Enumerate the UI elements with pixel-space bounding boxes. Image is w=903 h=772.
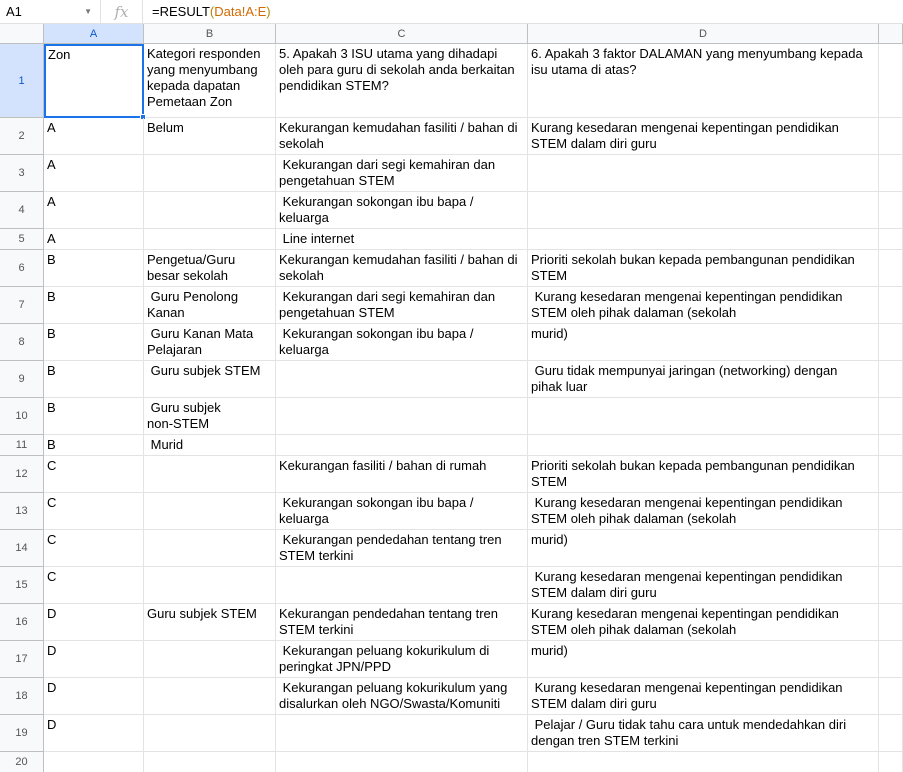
cell-d16[interactable]: Kurang kesedaran mengenai kepentingan pendidikan STEM oleh pihak dalaman (sekolah [528, 604, 879, 641]
cell-a3[interactable]: A [44, 155, 144, 192]
cell-d8[interactable]: murid) [528, 324, 879, 361]
cell-d7[interactable]: Kurang kesedaran mengenai kepentingan pendidikan STEM oleh pihak dalaman (sekolah [528, 287, 879, 324]
cell-filler[interactable] [879, 118, 903, 155]
cell-d3[interactable] [528, 155, 879, 192]
cell-c4[interactable]: Kekurangan sokongan ibu bapa / keluarga [276, 192, 528, 229]
cell-filler[interactable] [879, 456, 903, 493]
cell-filler[interactable] [879, 530, 903, 567]
cell-b15[interactable] [144, 567, 276, 604]
row-header[interactable]: 5 [0, 229, 44, 250]
cell-a19[interactable]: D [44, 715, 144, 752]
cell-d20[interactable] [528, 752, 879, 772]
cell-b19[interactable] [144, 715, 276, 752]
cell-c3[interactable]: Kekurangan dari segi kemahiran dan pengetahuan STEM [276, 155, 528, 192]
cell-c12[interactable]: Kekurangan fasiliti / bahan di rumah [276, 456, 528, 493]
cell-a10[interactable]: B [44, 398, 144, 435]
cell-a2[interactable]: A [44, 118, 144, 155]
cell-b16[interactable]: Guru subjek STEM [144, 604, 276, 641]
cell-b12[interactable] [144, 456, 276, 493]
column-header-b[interactable]: B [144, 24, 276, 44]
cell-d18[interactable]: Kurang kesedaran mengenai kepentingan pendidikan STEM dalam diri guru [528, 678, 879, 715]
cell-c16[interactable]: Kekurangan pendedahan tentang tren STEM terkini [276, 604, 528, 641]
cell-d11[interactable] [528, 435, 879, 456]
row-header[interactable]: 13 [0, 493, 44, 530]
cell-c5[interactable]: Line internet [276, 229, 528, 250]
cell-d6[interactable]: Prioriti sekolah bukan kepada pembangunan pendidikan STEM [528, 250, 879, 287]
cell-filler[interactable] [879, 752, 903, 772]
cell-d14[interactable]: murid) [528, 530, 879, 567]
chevron-down-icon[interactable]: ▼ [84, 7, 92, 16]
cell-c1[interactable]: 5. Apakah 3 ISU utama yang dihadapi oleh para guru di sekolah anda berkaitan pendidikan STEM? [276, 44, 528, 118]
row-header[interactable]: 3 [0, 155, 44, 192]
cell-d17[interactable]: murid) [528, 641, 879, 678]
fx-icon: fx [101, 0, 143, 24]
cell-c6[interactable]: Kekurangan kemudahan fasiliti / bahan di sekolah [276, 250, 528, 287]
cell-filler[interactable] [879, 155, 903, 192]
row-header[interactable]: 18 [0, 678, 44, 715]
cell-c2[interactable]: Kekurangan kemudahan fasiliti / bahan di sekolah [276, 118, 528, 155]
cell-a20[interactable] [44, 752, 144, 772]
formula-input[interactable] [143, 4, 271, 19]
row-header[interactable]: 12 [0, 456, 44, 493]
cell-d1[interactable]: 6. Apakah 3 faktor DALAMAN yang menyumbang kepada isu utama di atas? [528, 44, 879, 118]
cell-a16[interactable]: D [44, 604, 144, 641]
cell-b10[interactable]: Guru subjek non-STEM [144, 398, 276, 435]
cell-filler[interactable] [879, 641, 903, 678]
cell-a9[interactable]: B [44, 361, 144, 398]
cell-c15[interactable] [276, 567, 528, 604]
row-header[interactable]: 7 [0, 287, 44, 324]
name-box-value: A1 [6, 4, 22, 19]
cell-a14[interactable]: C [44, 530, 144, 567]
cell-b6[interactable]: Pengetua/Guru besar sekolah [144, 250, 276, 287]
cell-filler[interactable] [879, 604, 903, 641]
cell-a5[interactable]: A [44, 229, 144, 250]
cell-a11[interactable]: B [44, 435, 144, 456]
cell-d13[interactable]: Kurang kesedaran mengenai kepentingan pendidikan STEM oleh pihak dalaman (sekolah [528, 493, 879, 530]
cell-c8[interactable]: Kekurangan sokongan ibu bapa / keluarga [276, 324, 528, 361]
cell-d15[interactable]: Kurang kesedaran mengenai kepentingan pendidikan STEM dalam diri guru [528, 567, 879, 604]
cell-filler[interactable] [879, 435, 903, 456]
row-header[interactable]: 9 [0, 361, 44, 398]
cell-filler[interactable] [879, 567, 903, 604]
formula-bar [0, 0, 903, 24]
cell-filler[interactable] [879, 324, 903, 361]
cell-a8[interactable]: B [44, 324, 144, 361]
cell-a13[interactable]: C [44, 493, 144, 530]
cell-c19[interactable] [276, 715, 528, 752]
name-box[interactable] [0, 0, 101, 24]
cell-filler[interactable] [879, 229, 903, 250]
cell-d4[interactable] [528, 192, 879, 229]
cell-d5[interactable] [528, 229, 879, 250]
formula-close-paren: ) [266, 4, 271, 19]
cell-a15[interactable]: C [44, 567, 144, 604]
cell-d12[interactable]: Prioriti sekolah bukan kepada pembangunan pendidikan STEM [528, 456, 879, 493]
cell-b13[interactable] [144, 493, 276, 530]
row-header[interactable]: 16 [0, 604, 44, 641]
column-header-d[interactable]: D [528, 24, 879, 44]
cell-b11[interactable]: Murid [144, 435, 276, 456]
cell-a12[interactable]: C [44, 456, 144, 493]
cell-d9[interactable]: Guru tidak mempunyai jaringan (networking) dengan pihak luar [528, 361, 879, 398]
cell-b17[interactable] [144, 641, 276, 678]
cell-b18[interactable] [144, 678, 276, 715]
cell-d2[interactable]: Kurang kesedaran mengenai kepentingan pendidikan STEM dalam diri guru [528, 118, 879, 155]
cell-d10[interactable] [528, 398, 879, 435]
cell-c20[interactable] [276, 752, 528, 772]
cell-c14[interactable]: Kekurangan pendedahan tentang tren STEM terkini [276, 530, 528, 567]
cell-filler[interactable] [879, 361, 903, 398]
cell-filler[interactable] [879, 678, 903, 715]
cell-filler[interactable] [879, 398, 903, 435]
column-header-a[interactable]: A [44, 24, 144, 44]
cell-a6[interactable]: B [44, 250, 144, 287]
cell-b14[interactable] [144, 530, 276, 567]
cell-b8[interactable]: Guru Kanan Mata Pelajaran [144, 324, 276, 361]
cell-filler[interactable] [879, 287, 903, 324]
cell-b9[interactable]: Guru subjek STEM [144, 361, 276, 398]
row-header[interactable]: 2 [0, 118, 44, 155]
row-header[interactable]: 4 [0, 192, 44, 229]
row-header[interactable]: 17 [0, 641, 44, 678]
cell-b3[interactable] [144, 155, 276, 192]
cell-a1[interactable]: Zon [44, 44, 144, 118]
cell-filler[interactable] [879, 250, 903, 287]
cell-b7[interactable]: Guru Penolong Kanan [144, 287, 276, 324]
row-header[interactable]: 1 [0, 44, 44, 118]
row-header[interactable]: 15 [0, 567, 44, 604]
row-header[interactable]: 19 [0, 715, 44, 752]
cell-filler[interactable] [879, 715, 903, 752]
cell-c13[interactable]: Kekurangan sokongan ibu bapa / keluarga [276, 493, 528, 530]
cell-b4[interactable] [144, 192, 276, 229]
cell-a17[interactable]: D [44, 641, 144, 678]
row-header[interactable]: 20 [0, 752, 44, 772]
cell-b20[interactable] [144, 752, 276, 772]
formula-function: =RESULT [152, 4, 210, 19]
cell-b5[interactable] [144, 229, 276, 250]
cell-filler[interactable] [879, 44, 903, 118]
cell-a18[interactable]: D [44, 678, 144, 715]
cell-c9[interactable] [276, 361, 528, 398]
formula-open-paren: ( [209, 4, 215, 19]
cell-c10[interactable] [276, 398, 528, 435]
cell-c18[interactable]: Kekurangan peluang kokurikulum yang disalurkan oleh NGO/Swasta/Komuniti [276, 678, 528, 715]
column-header-filler [879, 24, 903, 44]
formula-range-ref: Data!A:E [214, 4, 267, 19]
row-header[interactable]: 8 [0, 324, 44, 361]
cell-d19[interactable]: Pelajar / Guru tidak tahu cara untuk mendedahkan diri dengan tren STEM terkini [528, 715, 879, 752]
cell-a7[interactable]: B [44, 287, 144, 324]
row-header[interactable]: 10 [0, 398, 44, 435]
cell-c17[interactable]: Kekurangan peluang kokurikulum di peringkat JPN/PPD [276, 641, 528, 678]
column-header-c[interactable]: C [276, 24, 528, 44]
row-header[interactable]: 11 [0, 435, 44, 456]
cell-c7[interactable]: Kekurangan dari segi kemahiran dan pengetahuan STEM [276, 287, 528, 324]
cell-filler[interactable] [879, 493, 903, 530]
cell-c11[interactable] [276, 435, 528, 456]
row-header[interactable]: 14 [0, 530, 44, 567]
cell-a4[interactable]: A [44, 192, 144, 229]
cell-b2[interactable]: Belum [144, 118, 276, 155]
select-all-corner[interactable] [0, 24, 44, 44]
cell-filler[interactable] [879, 192, 903, 229]
cell-b1[interactable]: Kategori responden yang menyumbang kepada dapatan Pemetaan Zon [144, 44, 276, 118]
row-header[interactable]: 6 [0, 250, 44, 287]
